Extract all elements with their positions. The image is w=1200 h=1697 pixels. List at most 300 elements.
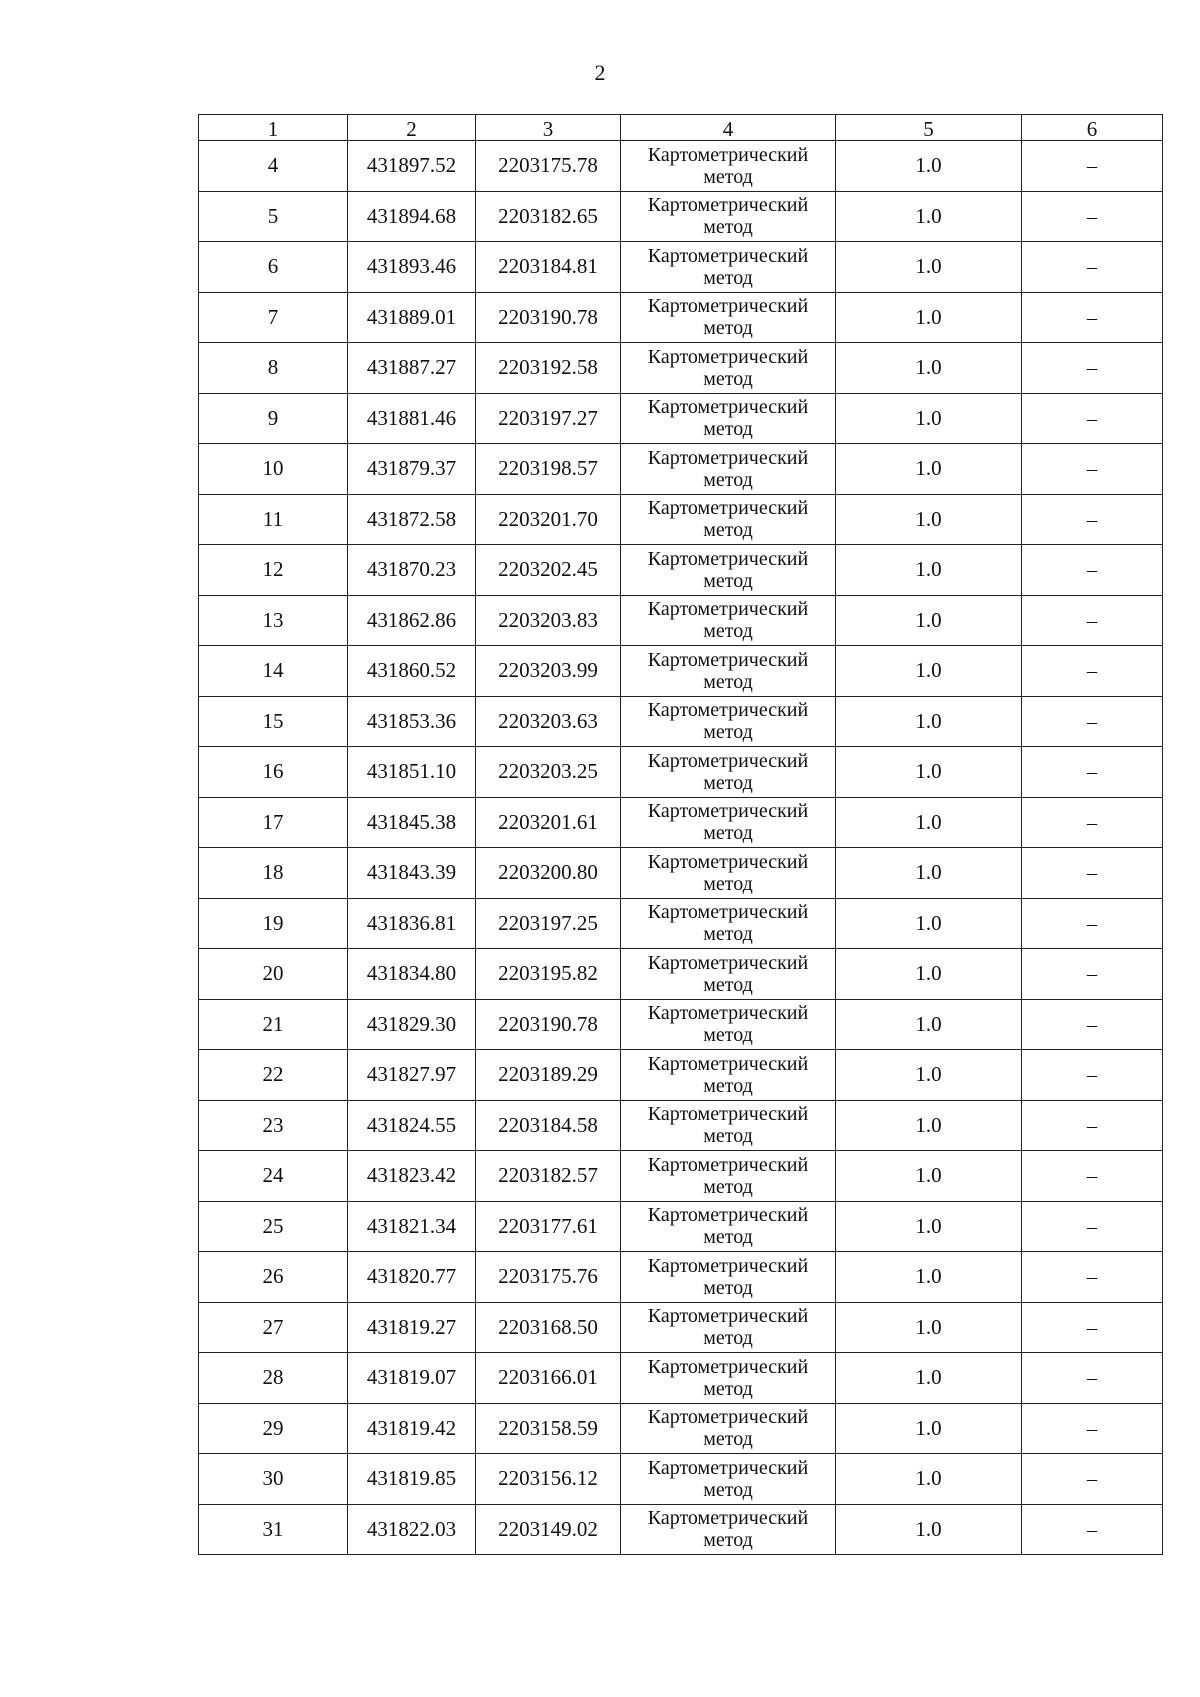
description-text: –	[1087, 660, 1097, 683]
method-text: Картометрический метод	[647, 850, 809, 895]
method-cell	[621, 494, 836, 545]
accuracy-text: 1.0	[915, 607, 942, 632]
table-row	[199, 595, 1163, 646]
accuracy-cell	[836, 444, 1022, 495]
accuracy-cell	[836, 999, 1022, 1050]
table-row	[199, 1504, 1163, 1555]
description-text: –	[1087, 508, 1097, 531]
header-cell: 6	[1022, 115, 1163, 141]
accuracy-text: 1.0	[915, 1213, 942, 1238]
x-coordinate-text: 431862.86	[366, 607, 457, 632]
accuracy-text: 1.0	[915, 1264, 942, 1289]
description-cell	[1022, 1201, 1163, 1252]
description-text: –	[1087, 811, 1097, 834]
description-text: –	[1087, 458, 1097, 481]
point-number-text: 7	[267, 304, 279, 329]
table-body	[199, 115, 1163, 1555]
x-coordinate-text: 431821.34	[366, 1213, 457, 1238]
method-text: Картометрический метод	[647, 547, 809, 592]
table-row	[199, 848, 1163, 899]
point-number-cell	[199, 696, 348, 747]
table-row	[199, 1201, 1163, 1252]
y-coordinate-text: 2203203.63	[498, 708, 598, 733]
point-number-text: 18	[262, 860, 284, 885]
point-number-cell	[199, 1353, 348, 1404]
description-text: –	[1087, 1468, 1097, 1491]
table-row	[199, 898, 1163, 949]
point-number-text: 24	[262, 1163, 284, 1188]
y-coordinate-cell	[476, 1151, 621, 1202]
accuracy-cell	[836, 393, 1022, 444]
method-text: Картометрический метод	[647, 1204, 809, 1249]
method-text: Картометрический метод	[647, 295, 809, 340]
method-cell	[621, 747, 836, 798]
method-text: Картометрический метод	[647, 749, 809, 794]
method-cell	[621, 1100, 836, 1151]
y-coordinate-text: 2203192.58	[498, 355, 598, 380]
point-number-cell	[199, 141, 348, 192]
y-coordinate-text: 2203182.57	[498, 1163, 598, 1188]
method-cell	[621, 1504, 836, 1555]
point-number-cell	[199, 191, 348, 242]
header-cell: 3	[476, 115, 621, 141]
accuracy-text: 1.0	[915, 1314, 942, 1339]
accuracy-cell	[836, 696, 1022, 747]
x-coordinate-cell	[348, 545, 476, 596]
header-cell: 2	[348, 115, 476, 141]
y-coordinate-text: 2203175.78	[498, 153, 598, 178]
point-number-text: 16	[262, 759, 284, 784]
point-number-cell	[199, 292, 348, 343]
table-row	[199, 1353, 1163, 1404]
table-row	[199, 1302, 1163, 1353]
x-coordinate-text: 431819.42	[366, 1415, 457, 1440]
accuracy-text: 1.0	[915, 254, 942, 279]
y-coordinate-cell	[476, 444, 621, 495]
header-cell: 5	[836, 115, 1022, 141]
x-coordinate-text: 431819.27	[366, 1314, 457, 1339]
point-number-cell	[199, 1201, 348, 1252]
accuracy-text: 1.0	[915, 1466, 942, 1491]
point-number-cell	[199, 1050, 348, 1101]
point-number-cell	[199, 1504, 348, 1555]
accuracy-cell	[836, 191, 1022, 242]
point-number-cell	[199, 999, 348, 1050]
table-row	[199, 494, 1163, 545]
description-text: –	[1087, 1013, 1097, 1036]
x-coordinate-cell	[348, 494, 476, 545]
accuracy-cell	[836, 292, 1022, 343]
accuracy-text: 1.0	[915, 1365, 942, 1390]
x-coordinate-cell	[348, 444, 476, 495]
method-cell	[621, 545, 836, 596]
description-text: –	[1087, 710, 1097, 733]
point-number-cell	[199, 949, 348, 1000]
x-coordinate-text: 431887.27	[366, 355, 457, 380]
x-coordinate-cell	[348, 343, 476, 394]
x-coordinate-cell	[348, 999, 476, 1050]
description-cell	[1022, 393, 1163, 444]
table-row	[199, 444, 1163, 495]
method-text: Картометрический метод	[647, 143, 809, 188]
x-coordinate-text: 431894.68	[366, 203, 457, 228]
accuracy-cell	[836, 1201, 1022, 1252]
description-text: –	[1087, 1215, 1097, 1238]
description-text: –	[1087, 1165, 1097, 1188]
method-text: Картометрический метод	[647, 1507, 809, 1552]
y-coordinate-text: 2203177.61	[498, 1213, 598, 1238]
point-number-text: 13	[262, 607, 284, 632]
point-number-text: 11	[262, 506, 284, 531]
description-cell	[1022, 646, 1163, 697]
x-coordinate-cell	[348, 1151, 476, 1202]
accuracy-cell	[836, 1252, 1022, 1303]
description-cell	[1022, 1403, 1163, 1454]
y-coordinate-cell	[476, 494, 621, 545]
y-coordinate-text: 2203203.99	[498, 658, 598, 683]
accuracy-text: 1.0	[915, 304, 942, 329]
method-text: Картометрический метод	[647, 648, 809, 693]
x-coordinate-text: 431897.52	[366, 153, 457, 178]
description-text: –	[1087, 1064, 1097, 1087]
x-coordinate-text: 431845.38	[366, 809, 457, 834]
accuracy-cell	[836, 1302, 1022, 1353]
description-cell	[1022, 1100, 1163, 1151]
accuracy-text: 1.0	[915, 1062, 942, 1087]
x-coordinate-cell	[348, 595, 476, 646]
page-number: 2	[594, 60, 606, 85]
description-cell	[1022, 747, 1163, 798]
description-cell	[1022, 292, 1163, 343]
accuracy-cell	[836, 1100, 1022, 1151]
description-cell	[1022, 343, 1163, 394]
x-coordinate-text: 431843.39	[366, 860, 457, 885]
point-number-cell	[199, 343, 348, 394]
method-cell	[621, 343, 836, 394]
method-cell	[621, 999, 836, 1050]
x-coordinate-text: 431889.01	[366, 304, 457, 329]
method-text: Картометрический метод	[647, 1456, 809, 1501]
header-cell: 1	[199, 115, 348, 141]
y-coordinate-text: 2203203.25	[498, 759, 598, 784]
y-coordinate-cell	[476, 242, 621, 293]
point-number-text: 30	[262, 1466, 284, 1491]
method-cell	[621, 242, 836, 293]
accuracy-text: 1.0	[915, 557, 942, 582]
method-cell	[621, 1050, 836, 1101]
point-number-cell	[199, 1403, 348, 1454]
method-text: Картометрический метод	[647, 446, 809, 491]
method-text: Картометрический метод	[647, 1002, 809, 1047]
y-coordinate-cell	[476, 292, 621, 343]
accuracy-cell	[836, 1050, 1022, 1101]
coordinates-table	[198, 114, 1163, 1555]
method-cell	[621, 444, 836, 495]
point-number-text: 20	[262, 961, 284, 986]
x-coordinate-text: 431829.30	[366, 1011, 457, 1036]
x-coordinate-text: 431822.03	[366, 1516, 457, 1541]
table-row	[199, 1050, 1163, 1101]
table-row	[199, 646, 1163, 697]
y-coordinate-text: 2203168.50	[498, 1314, 598, 1339]
table-row	[199, 141, 1163, 192]
accuracy-text: 1.0	[915, 1415, 942, 1440]
y-coordinate-text: 2203201.61	[498, 809, 598, 834]
method-text: Картометрический метод	[647, 901, 809, 946]
point-number-cell	[199, 545, 348, 596]
method-cell	[621, 1403, 836, 1454]
x-coordinate-text: 431824.55	[366, 1112, 457, 1137]
point-number-cell	[199, 898, 348, 949]
y-coordinate-text: 2203166.01	[498, 1365, 598, 1390]
table-row	[199, 191, 1163, 242]
description-cell	[1022, 545, 1163, 596]
accuracy-text: 1.0	[915, 153, 942, 178]
method-cell	[621, 1454, 836, 1505]
method-cell	[621, 646, 836, 697]
x-coordinate-text: 431870.23	[366, 557, 457, 582]
description-cell	[1022, 242, 1163, 293]
x-coordinate-cell	[348, 191, 476, 242]
accuracy-cell	[836, 343, 1022, 394]
y-coordinate-cell	[476, 1454, 621, 1505]
description-text: –	[1087, 963, 1097, 986]
method-cell	[621, 393, 836, 444]
y-coordinate-cell	[476, 393, 621, 444]
description-text: –	[1087, 1266, 1097, 1289]
x-coordinate-text: 431860.52	[366, 658, 457, 683]
point-number-cell	[199, 595, 348, 646]
description-cell	[1022, 595, 1163, 646]
method-text: Картометрический метод	[647, 1305, 809, 1350]
accuracy-cell	[836, 1504, 1022, 1555]
accuracy-text: 1.0	[915, 910, 942, 935]
point-number-cell	[199, 1151, 348, 1202]
description-cell	[1022, 848, 1163, 899]
method-text: Картометрический метод	[647, 1103, 809, 1148]
x-coordinate-text: 431853.36	[366, 708, 457, 733]
description-text: –	[1087, 559, 1097, 582]
accuracy-cell	[836, 797, 1022, 848]
point-number-text: 4	[267, 153, 279, 178]
accuracy-text: 1.0	[915, 809, 942, 834]
point-number-text: 29	[262, 1415, 284, 1440]
x-coordinate-text: 431827.97	[366, 1062, 457, 1087]
method-text: Картометрический метод	[647, 699, 809, 744]
y-coordinate-text: 2203184.58	[498, 1112, 598, 1137]
method-text: Картометрический метод	[647, 1052, 809, 1097]
y-coordinate-text: 2203201.70	[498, 506, 598, 531]
table-row	[199, 242, 1163, 293]
accuracy-text: 1.0	[915, 456, 942, 481]
y-coordinate-cell	[476, 1050, 621, 1101]
y-coordinate-text: 2203190.78	[498, 304, 598, 329]
table-row	[199, 1403, 1163, 1454]
method-text: Картометрический метод	[647, 800, 809, 845]
description-text: –	[1087, 1367, 1097, 1390]
method-cell	[621, 797, 836, 848]
table-row	[199, 1252, 1163, 1303]
description-cell	[1022, 141, 1163, 192]
x-coordinate-text: 431879.37	[366, 456, 457, 481]
method-text: Картометрический метод	[647, 1254, 809, 1299]
description-text: –	[1087, 1114, 1097, 1137]
x-coordinate-cell	[348, 848, 476, 899]
table-row	[199, 1100, 1163, 1151]
x-coordinate-text: 431819.85	[366, 1466, 457, 1491]
point-number-text: 12	[262, 557, 284, 582]
accuracy-text: 1.0	[915, 1011, 942, 1036]
x-coordinate-cell	[348, 1100, 476, 1151]
accuracy-text: 1.0	[915, 708, 942, 733]
description-cell	[1022, 797, 1163, 848]
description-cell	[1022, 1252, 1163, 1303]
point-number-cell	[199, 797, 348, 848]
x-coordinate-text: 431851.10	[366, 759, 457, 784]
accuracy-text: 1.0	[915, 355, 942, 380]
y-coordinate-cell	[476, 747, 621, 798]
y-coordinate-cell	[476, 1252, 621, 1303]
x-coordinate-text: 431893.46	[366, 254, 457, 279]
method-cell	[621, 898, 836, 949]
y-coordinate-cell	[476, 696, 621, 747]
y-coordinate-text: 2203197.27	[498, 405, 598, 430]
accuracy-cell	[836, 242, 1022, 293]
description-cell	[1022, 1454, 1163, 1505]
description-cell	[1022, 1302, 1163, 1353]
description-text: –	[1087, 609, 1097, 632]
point-number-cell	[199, 494, 348, 545]
description-cell	[1022, 696, 1163, 747]
y-coordinate-cell	[476, 1504, 621, 1555]
x-coordinate-text: 431872.58	[366, 506, 457, 531]
point-number-text: 10	[262, 456, 284, 481]
accuracy-cell	[836, 494, 1022, 545]
table-row	[199, 999, 1163, 1050]
point-number-cell	[199, 1100, 348, 1151]
method-cell	[621, 1302, 836, 1353]
point-number-text: 28	[262, 1365, 284, 1390]
y-coordinate-text: 2203200.80	[498, 860, 598, 885]
accuracy-text: 1.0	[915, 759, 942, 784]
y-coordinate-cell	[476, 898, 621, 949]
table-row	[199, 1151, 1163, 1202]
accuracy-cell	[836, 898, 1022, 949]
accuracy-cell	[836, 1353, 1022, 1404]
x-coordinate-cell	[348, 747, 476, 798]
description-cell	[1022, 444, 1163, 495]
description-text: –	[1087, 205, 1097, 228]
y-coordinate-cell	[476, 141, 621, 192]
x-coordinate-cell	[348, 1201, 476, 1252]
accuracy-cell	[836, 747, 1022, 798]
y-coordinate-cell	[476, 848, 621, 899]
point-number-cell	[199, 444, 348, 495]
accuracy-cell	[836, 545, 1022, 596]
description-cell	[1022, 191, 1163, 242]
y-coordinate-text: 2203158.59	[498, 1415, 598, 1440]
y-coordinate-text: 2203182.65	[498, 203, 598, 228]
description-cell	[1022, 1050, 1163, 1101]
accuracy-text: 1.0	[915, 203, 942, 228]
x-coordinate-cell	[348, 1454, 476, 1505]
y-coordinate-cell	[476, 1403, 621, 1454]
description-text: –	[1087, 155, 1097, 178]
description-cell	[1022, 1151, 1163, 1202]
point-number-text: 25	[262, 1213, 284, 1238]
x-coordinate-cell	[348, 898, 476, 949]
point-number-cell	[199, 393, 348, 444]
y-coordinate-cell	[476, 595, 621, 646]
point-number-text: 19	[262, 910, 284, 935]
point-number-cell	[199, 1454, 348, 1505]
y-coordinate-text: 2203189.29	[498, 1062, 598, 1087]
method-text: Картометрический метод	[647, 598, 809, 643]
x-coordinate-cell	[348, 1302, 476, 1353]
y-coordinate-cell	[476, 1201, 621, 1252]
method-cell	[621, 595, 836, 646]
accuracy-text: 1.0	[915, 1516, 942, 1541]
point-number-cell	[199, 646, 348, 697]
y-coordinate-cell	[476, 1100, 621, 1151]
accuracy-text: 1.0	[915, 405, 942, 430]
method-text: Картометрический метод	[647, 497, 809, 542]
x-coordinate-cell	[348, 242, 476, 293]
point-number-cell	[199, 1302, 348, 1353]
y-coordinate-cell	[476, 343, 621, 394]
method-text: Картометрический метод	[647, 1153, 809, 1198]
table-row	[199, 343, 1163, 394]
method-text: Картометрический метод	[647, 345, 809, 390]
accuracy-cell	[836, 1403, 1022, 1454]
point-number-text: 14	[262, 658, 284, 683]
point-number-text: 31	[262, 1516, 284, 1541]
y-coordinate-text: 2203195.82	[498, 961, 598, 986]
point-number-text: 21	[262, 1011, 284, 1036]
accuracy-text: 1.0	[915, 860, 942, 885]
y-coordinate-text: 2203175.76	[498, 1264, 598, 1289]
method-cell	[621, 191, 836, 242]
description-cell	[1022, 999, 1163, 1050]
x-coordinate-cell	[348, 797, 476, 848]
accuracy-cell	[836, 949, 1022, 1000]
table-row	[199, 797, 1163, 848]
y-coordinate-cell	[476, 1302, 621, 1353]
table-row	[199, 747, 1163, 798]
point-number-cell	[199, 848, 348, 899]
method-text: Картометрический метод	[647, 1406, 809, 1451]
y-coordinate-text: 2203198.57	[498, 456, 598, 481]
accuracy-text: 1.0	[915, 961, 942, 986]
method-cell	[621, 141, 836, 192]
accuracy-cell	[836, 646, 1022, 697]
point-number-text: 27	[262, 1314, 284, 1339]
point-number-text: 5	[267, 203, 279, 228]
table-row	[199, 292, 1163, 343]
table-row	[199, 393, 1163, 444]
point-number-text: 6	[267, 254, 279, 279]
method-cell	[621, 848, 836, 899]
method-text: Картометрический метод	[647, 396, 809, 441]
y-coordinate-cell	[476, 646, 621, 697]
description-text: –	[1087, 1417, 1097, 1440]
description-cell	[1022, 949, 1163, 1000]
x-coordinate-cell	[348, 393, 476, 444]
y-coordinate-text: 2203202.45	[498, 557, 598, 582]
table-row	[199, 1454, 1163, 1505]
x-coordinate-text: 431819.07	[366, 1365, 457, 1390]
point-number-text: 8	[267, 355, 279, 380]
